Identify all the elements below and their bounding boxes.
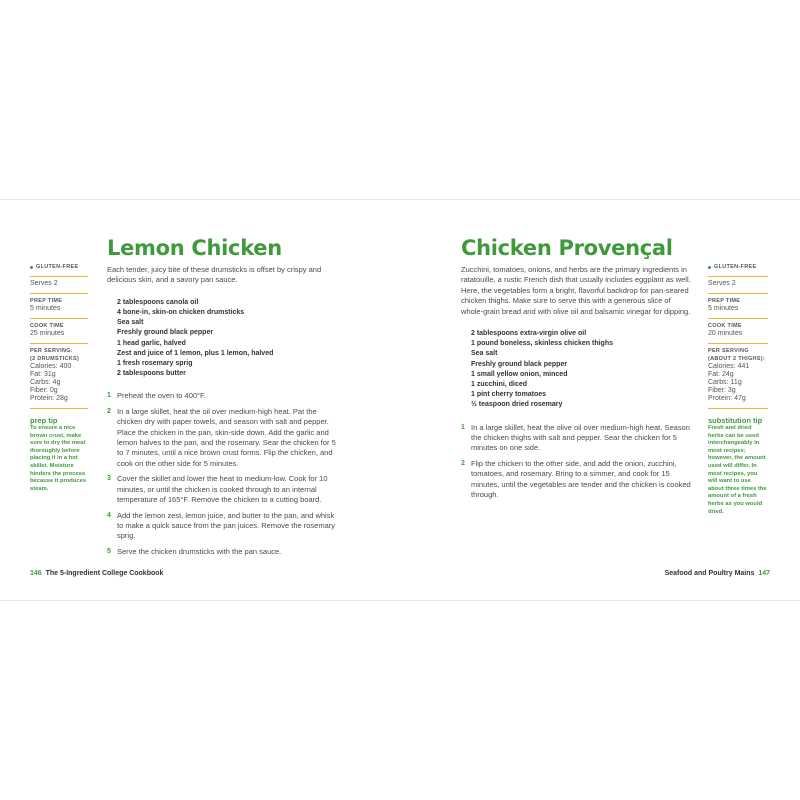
- serves-block: [708, 277, 768, 294]
- step-number: 2: [461, 459, 465, 467]
- step-item: [461, 423, 693, 454]
- nutrition-item: Carbs: 4g: [30, 379, 61, 386]
- ingredient-item: 1 small yellow onion, minced: [471, 370, 568, 378]
- step-number: 5: [107, 547, 111, 555]
- step-item: [107, 547, 337, 557]
- per-serving-label: PER SERVING: [708, 348, 749, 354]
- recipe-intro: Each tender, juicy bite of these drumsticks is offset by crispy and delicious skin, and a savory pan sauce.: [107, 265, 322, 285]
- per-serving-sub: (ABOUT 2 THIGHS):: [708, 356, 766, 362]
- step-number: 1: [461, 423, 465, 431]
- step-item: [107, 474, 337, 505]
- cook-time-block: [30, 319, 88, 344]
- step-text: Cover the skillet and lower the heat to medium-low. Cook for 10 minutes, or until the chicken is cooked through to an internal temperature of 165°F. Remove the chicken to a cutting board.: [117, 474, 328, 505]
- right-footer: [665, 570, 770, 577]
- ingredient-item: 2 tablespoons extra-virgin olive oil: [471, 330, 587, 338]
- ingredient-item: 1 fresh rosemary sprig: [117, 360, 193, 368]
- nutrition-item: Fiber: 0g: [30, 387, 58, 394]
- nutrition-block: [30, 344, 88, 409]
- book-title: The 5-Ingredient College Cookbook: [45, 570, 164, 577]
- prep-time-block: [30, 294, 88, 319]
- cook-time-value: 20 minutes: [708, 330, 743, 337]
- serves-value: Serves 2: [30, 280, 58, 287]
- recipe-title: Chicken Provençal: [461, 236, 673, 260]
- prep-time-label: PREP TIME: [30, 298, 63, 304]
- ingredient-item: 2 tablespoons butter: [117, 370, 186, 378]
- ingredient-list: [471, 329, 693, 411]
- nutrition-item: Fat: 31g: [30, 371, 56, 378]
- page-number: 147: [758, 570, 770, 577]
- nutrition-item: Calories: 400: [30, 363, 72, 370]
- serves-value: Serves 2: [708, 280, 736, 287]
- left-recipe: [107, 236, 337, 562]
- nutrition-block: [708, 344, 768, 409]
- step-list: [107, 391, 337, 557]
- recipe-title: Lemon Chicken: [107, 236, 282, 260]
- step-text: Add the lemon zest, lemon juice, and butter to the pan, and whisk to make a quick sauce from the pan juices. Remove the rosemary sprig.: [117, 510, 336, 541]
- tip-text: Fresh and dried herbs can be used interchangeably in most recipes; however, the amount used will differ. In most recipes, you will want to use about three times the amount of a fresh herbs as you would dried.: [708, 425, 767, 515]
- ingredient-item: Sea salt: [117, 319, 144, 327]
- ingredient-item: Freshly ground black pepper: [471, 360, 568, 368]
- step-number: 3: [107, 475, 111, 483]
- step-item: [107, 511, 337, 542]
- book-spread: [0, 199, 800, 601]
- prep-time-block: [708, 294, 768, 319]
- step-text: Flip the chicken to the other side, and add the onion, zucchini, tomatoes, and rosemary. Bring to a simmer, and cook for 15 minutes, until the vegetables are tender and the chicken is cooked through.: [471, 458, 691, 500]
- right-page: [400, 200, 800, 600]
- tip-title: prep tip: [30, 416, 58, 425]
- ingredient-item: 2 tablespoons canola oil: [117, 298, 199, 306]
- prep-time-value: 5 minutes: [30, 305, 61, 312]
- ingredient-item: 1 zucchini, diced: [471, 381, 528, 389]
- per-serving-label: PER SERVING:: [30, 348, 73, 354]
- ingredient-item: 1 pound boneless, skinless chicken thighs: [471, 340, 613, 348]
- ingredient-item: 1 head garlic, halved: [117, 339, 186, 347]
- step-item: [107, 407, 337, 469]
- bullet-icon: [708, 266, 711, 269]
- nutrition-item: Fat: 24g: [708, 371, 734, 378]
- prep-time-label: PREP TIME: [708, 298, 741, 304]
- ingredient-list: [117, 298, 337, 380]
- step-item: [107, 391, 337, 401]
- step-text: Preheat the oven to 400°F.: [117, 391, 206, 401]
- gluten-free-tag: [30, 263, 88, 277]
- tag-label: GLUTEN-FREE: [36, 264, 79, 270]
- tip-title: substitution tip: [708, 416, 763, 425]
- ingredient-item: 1 pint cherry tomatoes: [471, 391, 547, 399]
- nutrition-item: Protein: 28g: [30, 395, 68, 402]
- ingredient-item: Sea salt: [471, 350, 498, 358]
- nutrition-item: Carbs: 11g: [708, 379, 742, 386]
- serves-block: [30, 277, 88, 294]
- cook-time-block: [708, 319, 768, 344]
- section-title: Seafood and Poultry Mains: [664, 570, 755, 577]
- bullet-icon: [30, 266, 33, 269]
- step-number: 1: [107, 392, 111, 400]
- step-item: [461, 459, 693, 501]
- ingredient-item: 4 bone-in, skin-on chicken drumsticks: [117, 309, 245, 317]
- right-recipe: [461, 236, 693, 506]
- prep-time-value: 5 minutes: [708, 305, 739, 312]
- cook-time-value: 25 minutes: [30, 330, 65, 337]
- step-number: 4: [107, 511, 111, 519]
- left-footer: [30, 570, 163, 577]
- right-sidebar: [708, 263, 768, 516]
- step-number: 2: [107, 407, 111, 415]
- ingredient-item: Freshly ground black pepper: [117, 329, 214, 337]
- tag-label: GLUTEN-FREE: [714, 264, 757, 270]
- step-text: In a large skillet, heat the olive oil over medium-high heat. Season the chicken thighs with salt and pepper. Sear the chicken for 5 minutes on one side.: [471, 422, 690, 453]
- recipe-intro: Zucchini, tomatoes, onions, and herbs are the primary ingredients in ratatouille, a rustic French dish that usually includes eggplant as well. Here, the vegetables form a bright, flavorful backdrop for pan-seared chicken thighs. Make sure to serve this with a generous slice of whole-grain bread and with olive oil and balsamic vinegar for dipping.: [461, 265, 691, 316]
- gluten-free-tag: [708, 263, 768, 277]
- nutrition-item: Calories: 441: [708, 363, 750, 370]
- tip-text: To ensure a nice brown crust, make sure to dry the meat thoroughly before placing it in a hot skillet. Moisture hinders the process because it produces steam.: [30, 425, 87, 492]
- ingredient-item: Zest and juice of 1 lemon, plus 1 lemon, halved: [117, 349, 274, 357]
- cook-time-label: COOK TIME: [708, 323, 742, 329]
- step-list: [461, 423, 693, 501]
- left-sidebar: [30, 263, 88, 493]
- step-text: Serve the chicken drumsticks with the pan sauce.: [117, 546, 282, 556]
- per-serving-sub: (2 DRUMSTICKS): [30, 356, 80, 362]
- step-text: In a large skillet, heat the oil over medium-high heat. Pat the chicken dry with paper towels, and season with salt and pepper. Place the chicken in the pan, skin-side down. Add the garlic and lemon halves to the pan, and the rosemary. Sear the chicken for 5 to 7 minutes, until a nice brown crust forms. Flip the chicken, and cook on the other side for 5 minutes.: [117, 406, 336, 468]
- ingredient-item: ½ teaspoon dried rosemary: [471, 401, 563, 409]
- nutrition-item: Protein: 47g: [708, 395, 746, 402]
- nutrition-item: Fiber: 3g: [708, 387, 736, 394]
- cook-time-label: COOK TIME: [30, 323, 64, 329]
- page-number: 146: [30, 570, 42, 577]
- left-page: [0, 200, 400, 600]
